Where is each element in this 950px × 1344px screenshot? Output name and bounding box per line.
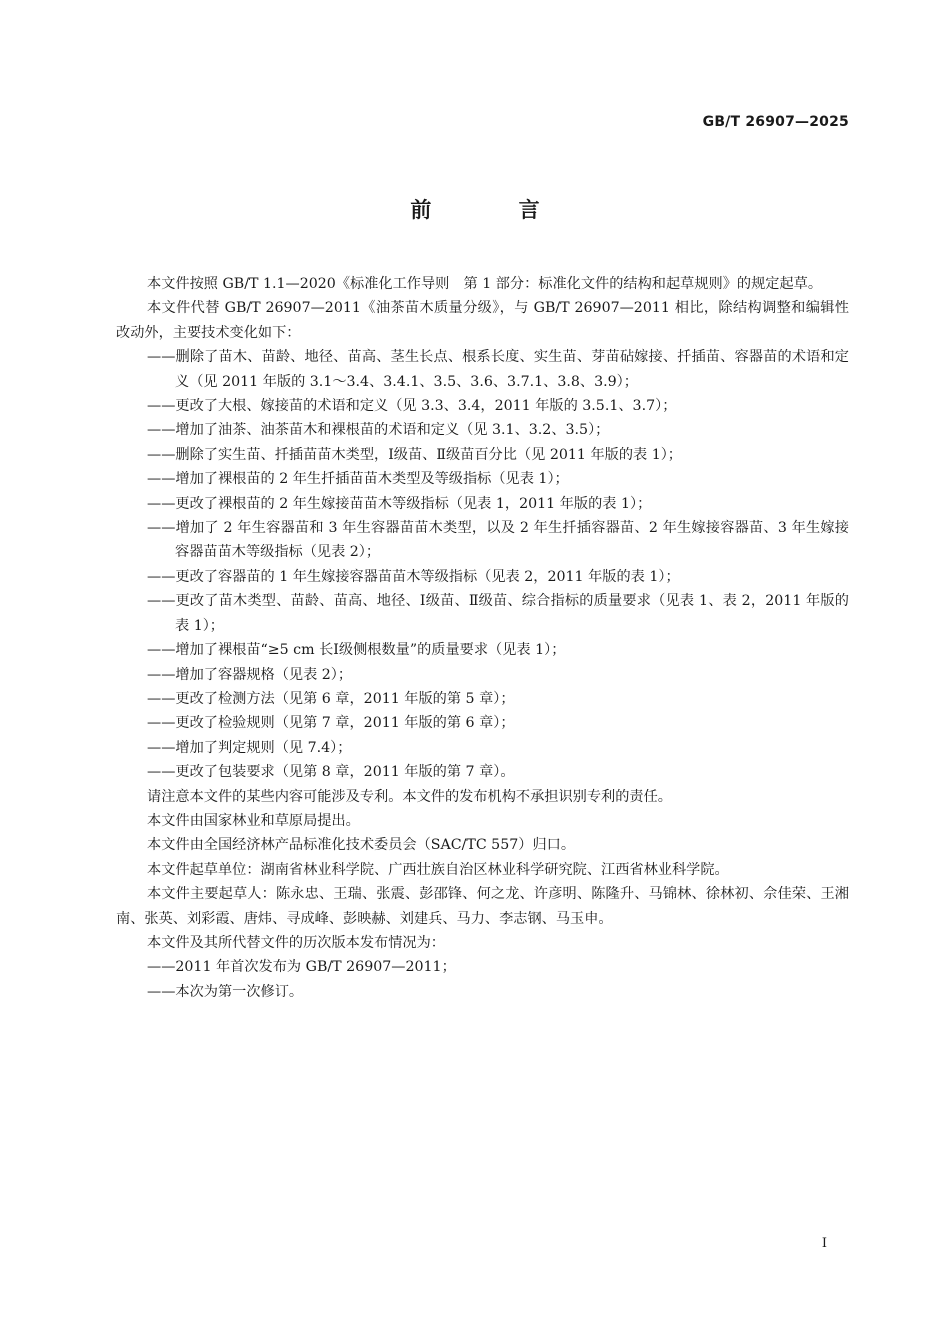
list-item: ——更改了包装要求（见第 8 章，2011 年版的第 7 章）。 bbox=[147, 764, 515, 781]
history-list bbox=[116, 955, 849, 1004]
list-item: ——增加了裸根苗的 2 年生扦插苗苗木类型及等级指标（见表 1）； bbox=[147, 471, 569, 488]
foreword-body bbox=[116, 272, 849, 1004]
list-item: ——增加了油茶、油茶苗木和裸根苗的术语和定义（见 3.1、3.2、3.5）； bbox=[147, 422, 610, 439]
list-item: ——增加了判定规则（见 7.4）； bbox=[147, 739, 352, 756]
closing-paragraph: 本文件由国家林业和草原局提出。 bbox=[147, 812, 360, 829]
list-item: ——增加了 2 年生容器苗和 3 年生容器苗苗木类型，以及 2 年生扦插容器苗、2 年生嫁接容器苗、3 年生嫁接容器苗苗木等级指标（见表 2）； bbox=[147, 520, 849, 561]
changes-list bbox=[116, 345, 849, 784]
list-item: ——更改了检测方法（见第 6 章，2011 年版的第 5 章）； bbox=[147, 690, 515, 707]
list-item: ——删除了苗木、苗龄、地径、苗高、茎生长点、根系长度、实生苗、芽苗砧嫁接、扦插苗、容器苗的术语和定义（见 2011 年版的 3.1～3.4、3.4.1、3.5、3.6、3.7.1、3.8、3.9）； bbox=[147, 349, 849, 390]
list-item: ——增加了裸根苗“≥5 cm 长Ⅰ级侧根数量”的质量要求（见表 1）； bbox=[147, 642, 566, 659]
closing-paragraph: 本文件主要起草人：陈永忠、王瑞、张震、彭邵锋、何之龙、许彦明、陈隆升、马锦林、徐林初、佘佳荣、王湘南、张英、刘彩霞、唐炜、寻成峰、彭映赫、刘建兵、马力、李志钢、马玉申。 bbox=[116, 886, 849, 927]
list-item: ——更改了检验规则（见第 7 章，2011 年版的第 6 章）； bbox=[147, 715, 515, 732]
list-item: ——更改了苗木类型、苗龄、苗高、地径、Ⅰ级苗、Ⅱ级苗、综合指标的质量要求（见表 1、表 2，2011 年版的表 1）； bbox=[147, 593, 849, 634]
closing-paragraph: 本文件起草单位：湖南省林业科学院、广西壮族自治区林业科学研究院、江西省林业科学院。 bbox=[147, 861, 729, 878]
closing-paragraph: 本文件及其所代替文件的历次版本发布情况为： bbox=[147, 934, 445, 951]
closing-paragraph: 本文件由全国经济林产品标准化技术委员会（SAC/TC 557）归口。 bbox=[147, 837, 576, 854]
list-item: ——删除了实生苗、扦插苗苗木类型，Ⅰ级苗、Ⅱ级苗百分比（见 2011 年版的表 1）； bbox=[147, 446, 682, 463]
intro-paragraph: 本文件按照 GB/T 1.1—2020《标准化工作导则 第 1 部分：标准化文件的结构和起草规则》的规定起草。 bbox=[147, 276, 823, 292]
list-item: ——增加了容器规格（见表 2）； bbox=[147, 666, 353, 683]
list-item: ——更改了容器苗的 1 年生嫁接容器苗苗木等级指标（见表 2，2011 年版的表 1）； bbox=[147, 568, 680, 585]
list-item: ——2011 年首次发布为 GB/T 26907—2011； bbox=[147, 959, 456, 976]
closing-paragraph: 请注意本文件的某些内容可能涉及专利。本文件的发布机构不承担识别专利的责任。 bbox=[147, 788, 672, 805]
page-title: 前 言 bbox=[410, 198, 580, 222]
list-item: ——本次为第一次修订。 bbox=[147, 983, 304, 1000]
standard-code: GB/T 26907—2025 bbox=[702, 114, 849, 130]
list-item: ——更改了大根、嫁接苗的术语和定义（见 3.3、3.4，2011 年版的 3.5.1、3.7）； bbox=[147, 398, 677, 415]
page-number: I bbox=[821, 1236, 827, 1251]
list-item: ——更改了裸根苗的 2 年生嫁接苗苗木等级指标（见表 1，2011 年版的表 1）； bbox=[147, 495, 652, 512]
intro-paragraph: 本文件代替 GB/T 26907—2011《油茶苗木质量分级》，与 GB/T 26907—2011 相比，除结构调整和编辑性改动外，主要技术变化如下： bbox=[116, 300, 849, 341]
